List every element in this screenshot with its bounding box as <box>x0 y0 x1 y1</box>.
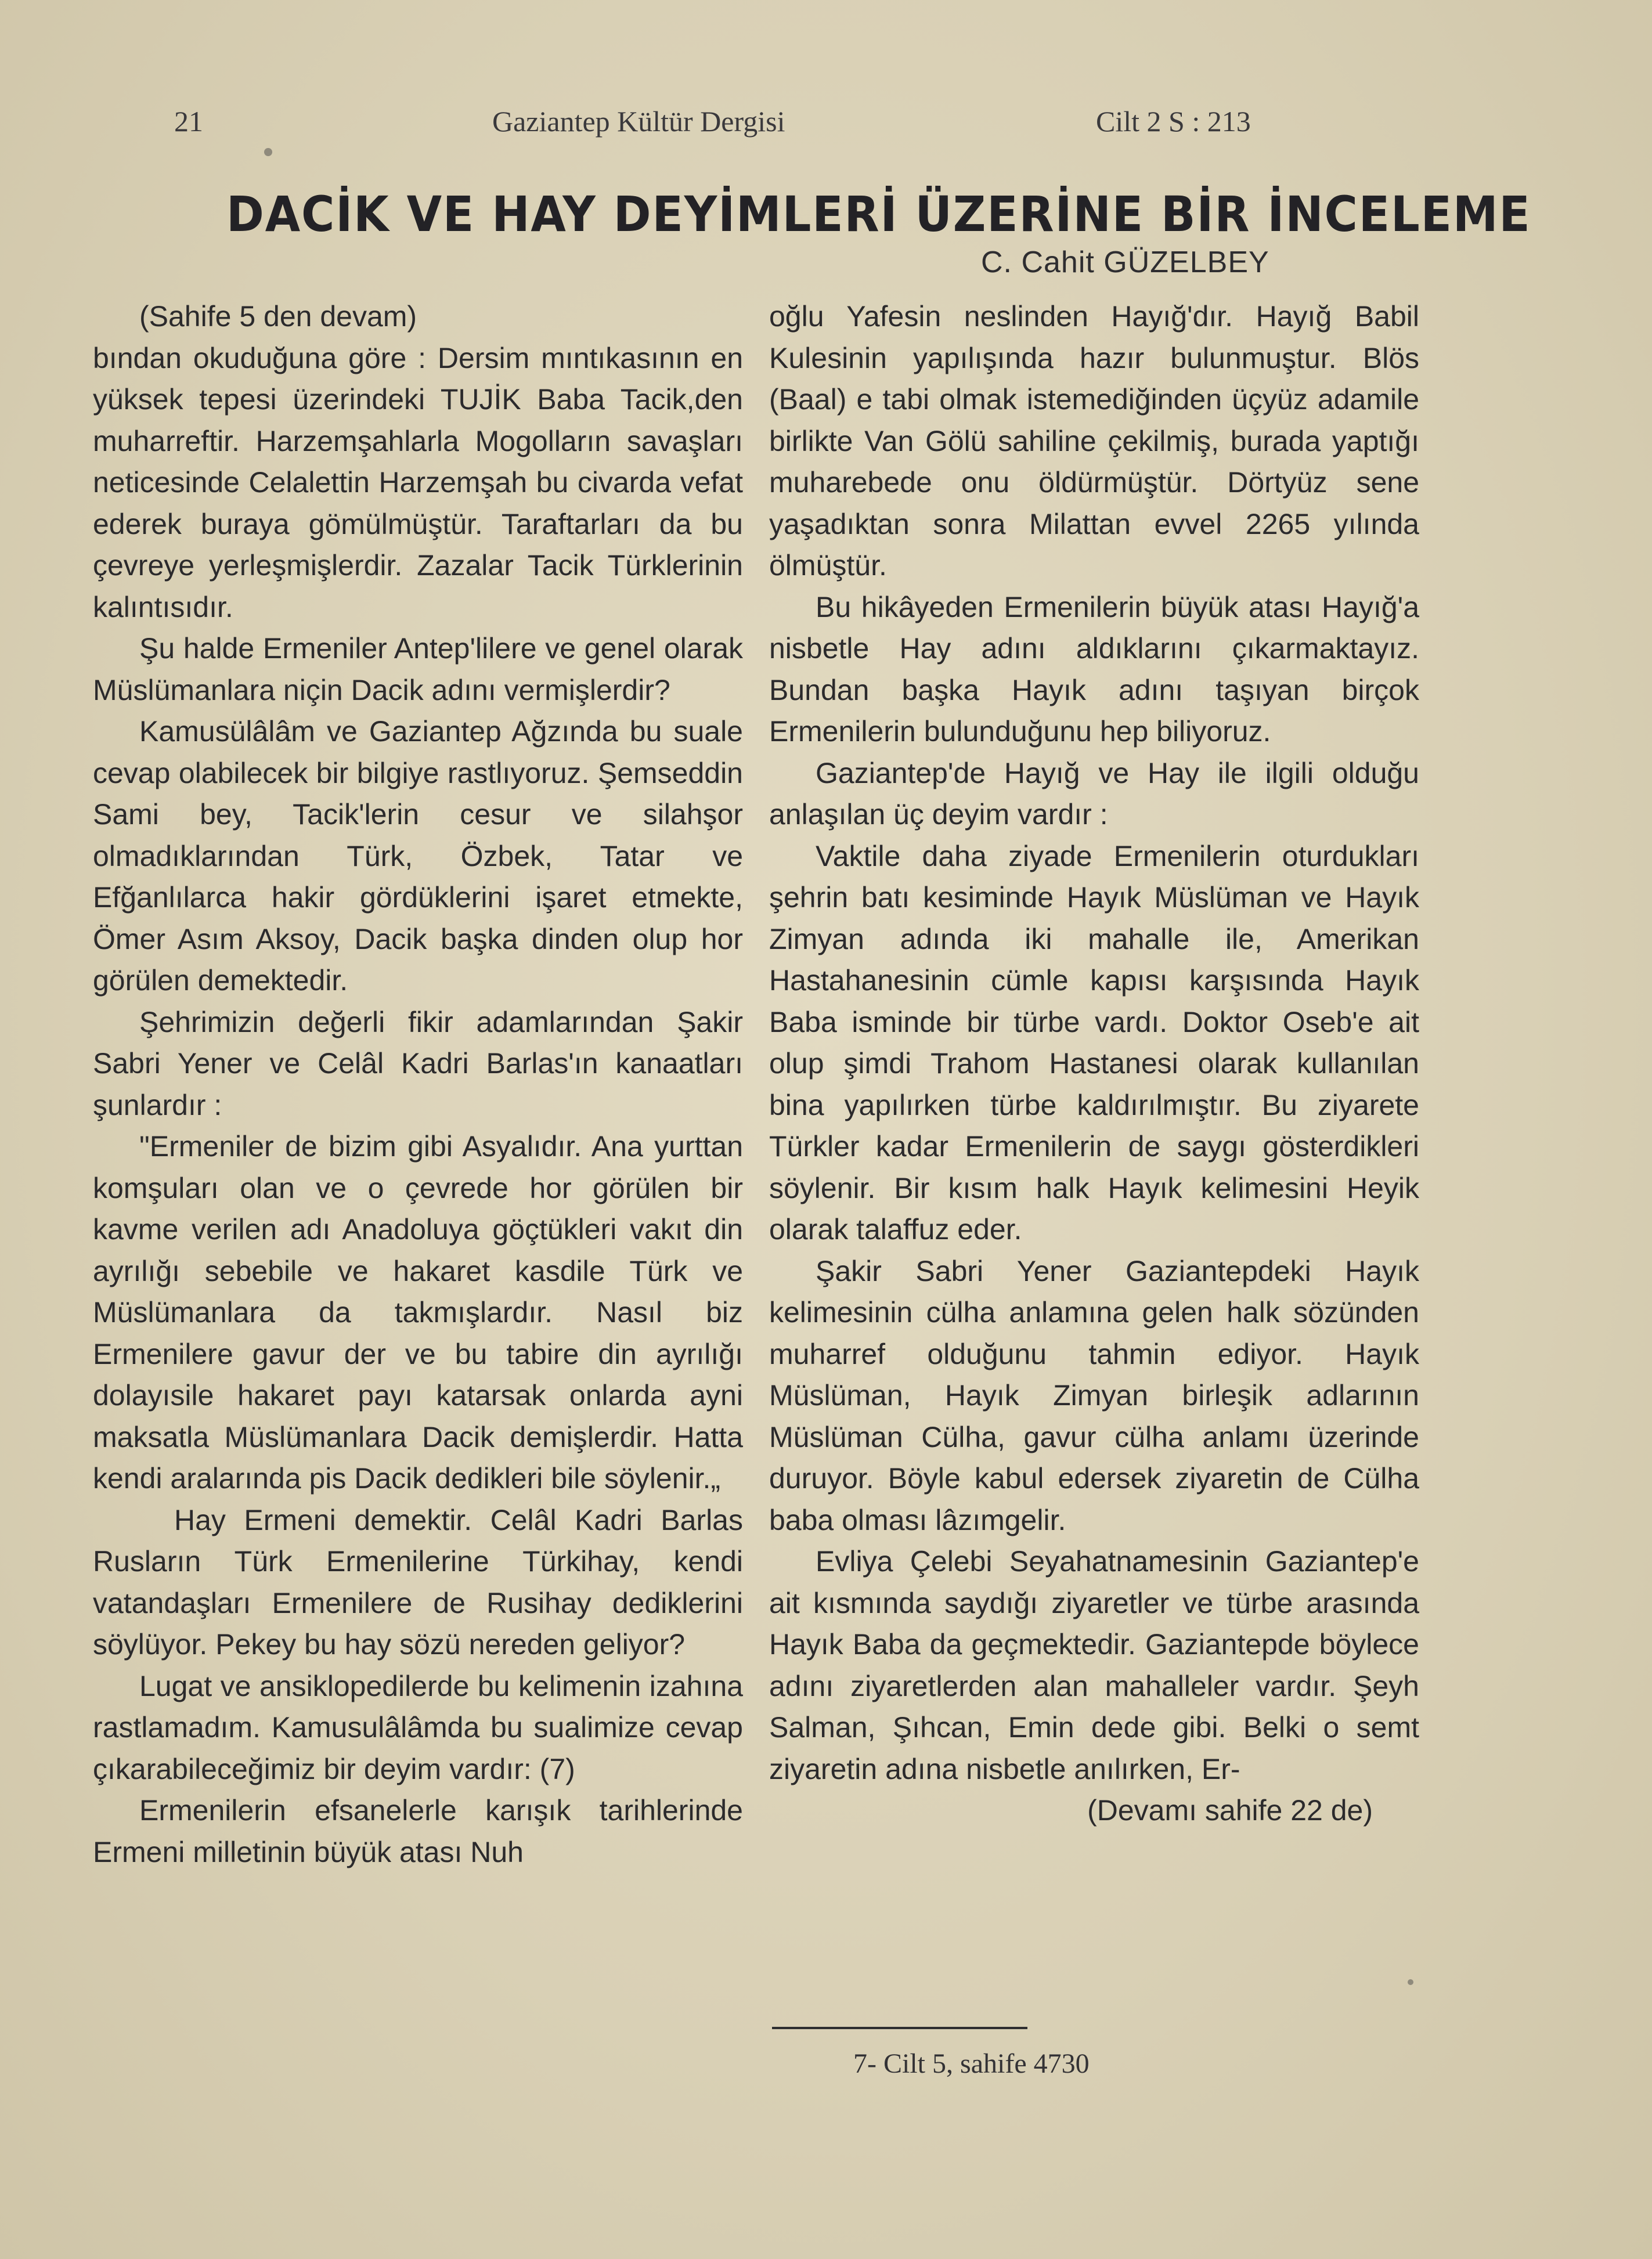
volume-issue: Cilt 2 S : 213 <box>1096 105 1251 138</box>
paragraph: oğlu Yafesin neslinden Hayığ'dır. Hayığ Babil Kulesinin yapılışında hazır bulunmuştur. Blös (Baal) e tabi olmak istemediğinden üçyüz adamile birlikte Van Gölü sahiline çekilmiş, burada yaptığı muharebede onu öldürmüştür. Dörtyüz sene yaşadıktan sonra Milattan evvel 2265 yılında ölmüştür. <box>769 300 1419 582</box>
page-number: 21 <box>174 105 203 138</box>
paragraph: bından okuduğuna göre : Dersim mıntıkasının en yüksek tepesi üzerindeki TUJİK Baba Tacik,den muharreftir. Harzemşahlarla Mogolların savaşları neticesinde Celalettin Harzemşah bu civarda vefat ederek buraya gömülmüştür. Taraftarları da bu çevreye yerleşmişlerdir. Zazalar Tacik Türklerinin kalıntısıdır. <box>93 341 743 623</box>
paragraph: Lugat ve ansiklopedilerde bu kelimenin izahına rastlamadım. Kamusulâlâmda bu sualimize cevap çıkarabileceğimiz bir deyim vardır: (7) <box>93 1669 743 1785</box>
paper-speck <box>264 148 272 156</box>
paragraph: (Sahife 5 den devam) <box>139 300 417 333</box>
quote-paragraph: "Ermeniler de bizim gibi Asyalıdır. Ana yurttan komşuları olan ve o çevrede hor görülen bir kavme verilen adı Anadoluya göçtükleri vakıt din ayrılığı sebebile ve hakaret kasdile Türk ve Müslümanlara da takmışlardır. Nasıl biz Ermenilere gavur der ve bu tabire din ayrılığı dolayısile hakaret payı katarsak onlarda ayni maksatla Müslümanlara Dacik demişlerdir. Hatta kendi aralarında pis Dacik dedikleri bile söylenir.„ <box>93 1130 743 1495</box>
paragraph: Gaziantep'de Hayığ ve Hay ile ilgili olduğu anlaşılan üç deyim vardır : <box>769 756 1419 831</box>
continued-note: (Devamı sahife 22 de) <box>1087 1794 1373 1827</box>
paragraph: Vaktile daha ziyade Ermenilerin oturdukları şehrin batı kesiminde Hayık Müslüman ve Hayık Zimyan adında iki mahalle ile, Amerikan Hastahanesinin cümle kapısı karşısında Hayık Baba isminde bir türbe vardı. Doktor Oseb'e ait olup şimdi Trahom Hastanesi olarak kullanılan bina yapılırken türbe kaldırılmıştır. Bu ziyarete Türkler kadar Ermenilerin de saygı gösterdikleri söylenir. Bir kısım halk Hayık kelimesini Heyik olarak talaffuz eder. <box>769 839 1419 1246</box>
paragraph: Bu hikâyeden Ermenilerin büyük atası Hayığ'a nisbetle Hay adını aldıklarını çıkarmaktayız. Bundan başka Hayık adını taşıyan birçok Ermenilerin bulunduğunu hep biliyoruz. <box>769 590 1419 748</box>
article-author: C. Cahit GÜZELBEY <box>981 246 1269 279</box>
footnote: 7- Cilt 5, sahife 4730 <box>853 2048 1090 2079</box>
paragraph: Ermenilerin efsanelerle karışık tarihlerinde Ermeni milletinin büyük atası Nuh <box>93 1794 743 1868</box>
footnote-divider <box>772 2027 1027 2029</box>
article-title: DACİK VE HAY DEYİMLERİ ÜZERİNE BİR İNCELEME <box>226 186 1531 243</box>
paragraph: Şu halde Ermeniler Antep'lilere ve genel olarak Müslümanlara niçin Dacik adını vermişlerdir? <box>93 632 743 706</box>
magazine-name: Gaziantep Kültür Dergisi <box>492 105 785 138</box>
right-column <box>769 296 1419 1832</box>
paragraph: Evliya Çelebi Seyahatnamesinin Gaziantep'e ait kısmında saydığı ziyaretler ve türbe arasında Hayık Baba da geçmektedir. Gaziantepde böylece adını ziyaretlerden alan mahalleler vardır. Şeyh Salman, Şıhcan, Emin dede gibi. Belki o semt ziyaretin adına nisbetle anılırken, Er- <box>769 1545 1419 1785</box>
paragraph: Şehrimizin değerli fikir adamlarından Şakir Sabri Yener ve Celâl Kadri Barlas'ın kanaatları şunlardır : <box>93 1005 743 1121</box>
paper-speck <box>1408 1979 1413 1985</box>
paragraph: Kamusülâlâm ve Gaziantep Ağzında bu suale cevap olabilecek bir bilgiye rastlıyoruz. Şemseddin Sami bey, Tacik'lerin cesur ve silahşor olmadıklarından Türk, Özbek, Tatar ve Efğanlılarca hakir gördüklerini işaret etmekte, Ömer Asım Aksoy, Dacik başka dinden olup hor görülen demektedir. <box>93 715 743 997</box>
running-header <box>174 104 1335 151</box>
paragraph: Hay Ermeni demektir. Celâl Kadri Barlas Rusların Türk Ermenilerine Türkihay, kendi vatandaşları Ermenilere de Rusihay dediklerini söylüyor. Pekey bu hay sözü nereden geliyor? <box>93 1503 743 1661</box>
left-column <box>93 296 743 1873</box>
paragraph: Şakir Sabri Yener Gaziantepdeki Hayık kelimesinin cülha anlamına gelen halk sözünden muharref olduğunu tahmin ediyor. Hayık Müslüman, Hayık Zimyan birleşik adlarının Müslüman Cülha, gavur cülha anlamı üzerinde duruyor. Böyle kabul edersek ziyaretin de Cülha baba olması lâzımgelir. <box>769 1254 1419 1536</box>
